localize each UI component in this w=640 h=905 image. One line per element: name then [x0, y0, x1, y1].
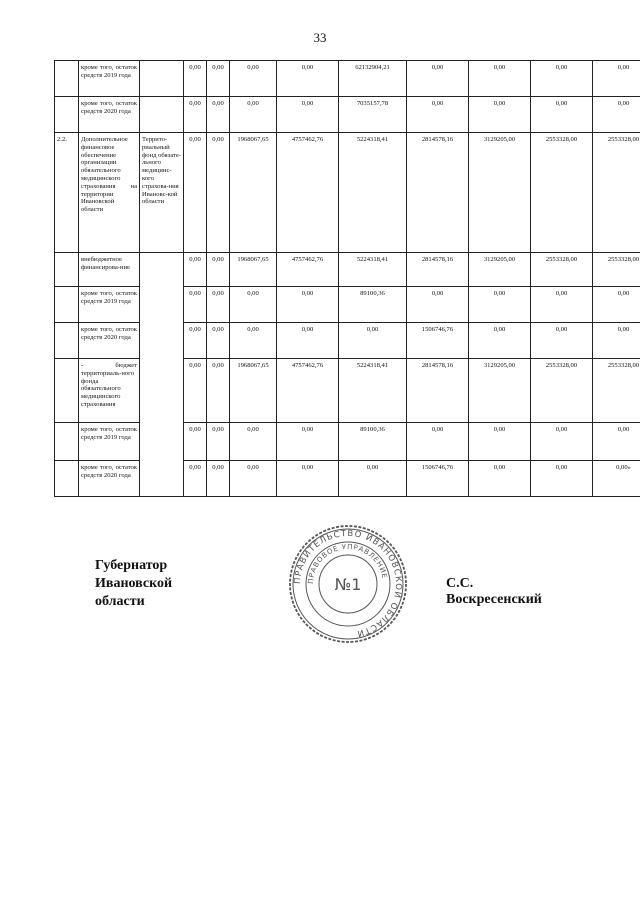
table-row — [55, 133, 640, 253]
value-cell: 3129205,00 — [469, 253, 531, 287]
value-cell: 0,00 — [230, 97, 277, 133]
row-index-cell — [55, 461, 79, 497]
value-cell: 1968067,65 — [230, 253, 277, 287]
value-cell: 0,00 — [207, 133, 230, 253]
value-cell: 7035157,78 — [339, 97, 407, 133]
row-index-cell — [55, 359, 79, 423]
value-cell: 0,00 — [230, 423, 277, 461]
value-cell: 0,00 — [230, 61, 277, 97]
value-cell: 0,00 — [531, 423, 593, 461]
seal-center-number: №1 — [334, 575, 362, 594]
value-cell: 0,00 — [593, 97, 640, 133]
table-row — [55, 97, 640, 133]
value-cell: 89100,36 — [339, 423, 407, 461]
signer-position — [95, 557, 172, 611]
row-executor-cell — [140, 61, 184, 97]
value-cell: 3129205,00 — [469, 359, 531, 423]
row-index-cell — [55, 423, 79, 461]
value-cell: 0,00 — [184, 61, 207, 97]
row-description-cell: - бюджет территориаль-ного фонда обязательного медицинского страхования — [79, 359, 140, 423]
row-index-cell — [55, 253, 79, 287]
row-executor-cell — [140, 253, 184, 497]
value-cell: 1506746,76 — [407, 461, 469, 497]
value-cell: 0,00 — [531, 97, 593, 133]
value-cell: 0,00 — [339, 323, 407, 359]
value-cell: 0,00 — [207, 97, 230, 133]
value-cell: 2553328,00 — [593, 253, 640, 287]
value-cell: 2553328,00 — [531, 359, 593, 423]
table-row — [55, 253, 640, 287]
value-cell: 0,00 — [184, 97, 207, 133]
table-row — [55, 61, 640, 97]
value-cell: 1968067,65 — [230, 359, 277, 423]
value-cell: 2814578,16 — [407, 253, 469, 287]
budget-table — [54, 60, 640, 497]
value-cell: 0,00 — [277, 97, 339, 133]
value-cell: 5224318,41 — [339, 359, 407, 423]
value-cell: 0,00 — [469, 423, 531, 461]
row-index-cell — [55, 61, 79, 97]
row-description-cell: кроме того, остаток средств 2020 года — [79, 323, 140, 359]
value-cell: 0,00 — [469, 323, 531, 359]
value-cell: 4757462,76 — [277, 359, 339, 423]
value-cell: 0,00 — [277, 423, 339, 461]
value-cell: 0,00 — [207, 323, 230, 359]
row-index-cell — [55, 323, 79, 359]
value-cell: 5224318,41 — [339, 133, 407, 253]
value-cell: 2814578,16 — [407, 359, 469, 423]
value-cell: 0,00 — [184, 253, 207, 287]
value-cell: 0,00 — [207, 461, 230, 497]
value-cell: 0,00 — [469, 461, 531, 497]
value-cell: 0,00 — [593, 61, 640, 97]
value-cell: 2553328,00 — [593, 133, 640, 253]
value-cell: 0,00 — [184, 423, 207, 461]
page-number: 33 — [313, 30, 327, 45]
row-index-cell: 2.2. — [55, 133, 79, 253]
value-cell: 0,00 — [184, 323, 207, 359]
row-description-cell: кроме того, остаток средств 2019 года — [79, 61, 140, 97]
value-cell: 2553328,00 — [531, 253, 593, 287]
value-cell: 0,00 — [207, 423, 230, 461]
value-cell: 0,00 — [593, 423, 640, 461]
signer-position-line-2: Ивановской области — [95, 576, 173, 609]
signer-name: С.С. Воскресенский — [446, 576, 542, 607]
value-cell: 0,00 — [207, 287, 230, 323]
value-cell: 0,00 — [184, 359, 207, 423]
row-description-cell: Дополнительное финансовое обеспечение организации обязательного медицинского страхования на территории Ивановской области — [79, 133, 140, 253]
row-description-cell: внебюджетное финансирова-ние — [79, 253, 140, 287]
value-cell: 2553328,00 — [531, 133, 593, 253]
value-cell: 0,00 — [230, 461, 277, 497]
row-executor-cell: Террито-риальный фонд обязате-льного медицинс-кого страхова-ния Ивановс-кой области — [140, 133, 184, 253]
seal-outer-text: ПРАВИТЕЛЬСТВО ИВАНОВСКОЙ ОБЛАСТИ — [292, 528, 404, 639]
row-index-cell — [55, 97, 79, 133]
row-description-cell: кроме того, остаток средств 2019 года — [79, 287, 140, 323]
row-index-cell — [55, 287, 79, 323]
value-cell: 0,00 — [469, 287, 531, 323]
seal-inner-text: ПРАВОВОЕ УПРАВЛЕНИЕ — [306, 542, 389, 585]
value-cell: 0,00 — [593, 287, 640, 323]
value-cell: 0,00 — [469, 97, 531, 133]
value-cell: 0,00 — [277, 287, 339, 323]
value-cell: 0,00» — [593, 461, 640, 497]
value-cell: 0,00 — [339, 461, 407, 497]
value-cell: 0,00 — [277, 61, 339, 97]
value-cell: 0,00 — [230, 323, 277, 359]
value-cell: 4757462,76 — [277, 133, 339, 253]
value-cell: 0,00 — [207, 359, 230, 423]
value-cell: 0,00 — [407, 61, 469, 97]
value-cell: 5224318,41 — [339, 253, 407, 287]
value-cell: 0,00 — [277, 323, 339, 359]
value-cell: 4757462,76 — [277, 253, 339, 287]
value-cell: 0,00 — [531, 461, 593, 497]
value-cell: 1968067,65 — [230, 133, 277, 253]
row-description-cell: кроме того, остаток средств 2019 года — [79, 423, 140, 461]
value-cell: 89100,36 — [339, 287, 407, 323]
value-cell: 0,00 — [230, 287, 277, 323]
value-cell: 0,00 — [184, 461, 207, 497]
value-cell: 0,00 — [184, 287, 207, 323]
value-cell: 0,00 — [531, 323, 593, 359]
value-cell: 0,00 — [277, 461, 339, 497]
value-cell: 0,00 — [407, 423, 469, 461]
value-cell: 0,00 — [207, 253, 230, 287]
row-description-cell: кроме того, остаток средств 2020 года — [79, 97, 140, 133]
value-cell: 0,00 — [469, 61, 531, 97]
official-seal — [286, 522, 410, 646]
value-cell: 0,00 — [407, 287, 469, 323]
value-cell: 0,00 — [184, 133, 207, 253]
value-cell: 0,00 — [593, 323, 640, 359]
value-cell: 0,00 — [531, 61, 593, 97]
value-cell: 62132904,21 — [339, 61, 407, 97]
row-description-cell: кроме того, остаток средств 2020 года — [79, 461, 140, 497]
value-cell: 2814578,16 — [407, 133, 469, 253]
value-cell: 0,00 — [407, 97, 469, 133]
value-cell: 0,00 — [207, 61, 230, 97]
signer-position-line-1: Губернатор — [95, 558, 168, 573]
row-executor-cell — [140, 97, 184, 133]
value-cell: 0,00 — [531, 287, 593, 323]
value-cell: 1506746,76 — [407, 323, 469, 359]
value-cell: 2553328,00 — [593, 359, 640, 423]
value-cell: 3129205,00 — [469, 133, 531, 253]
